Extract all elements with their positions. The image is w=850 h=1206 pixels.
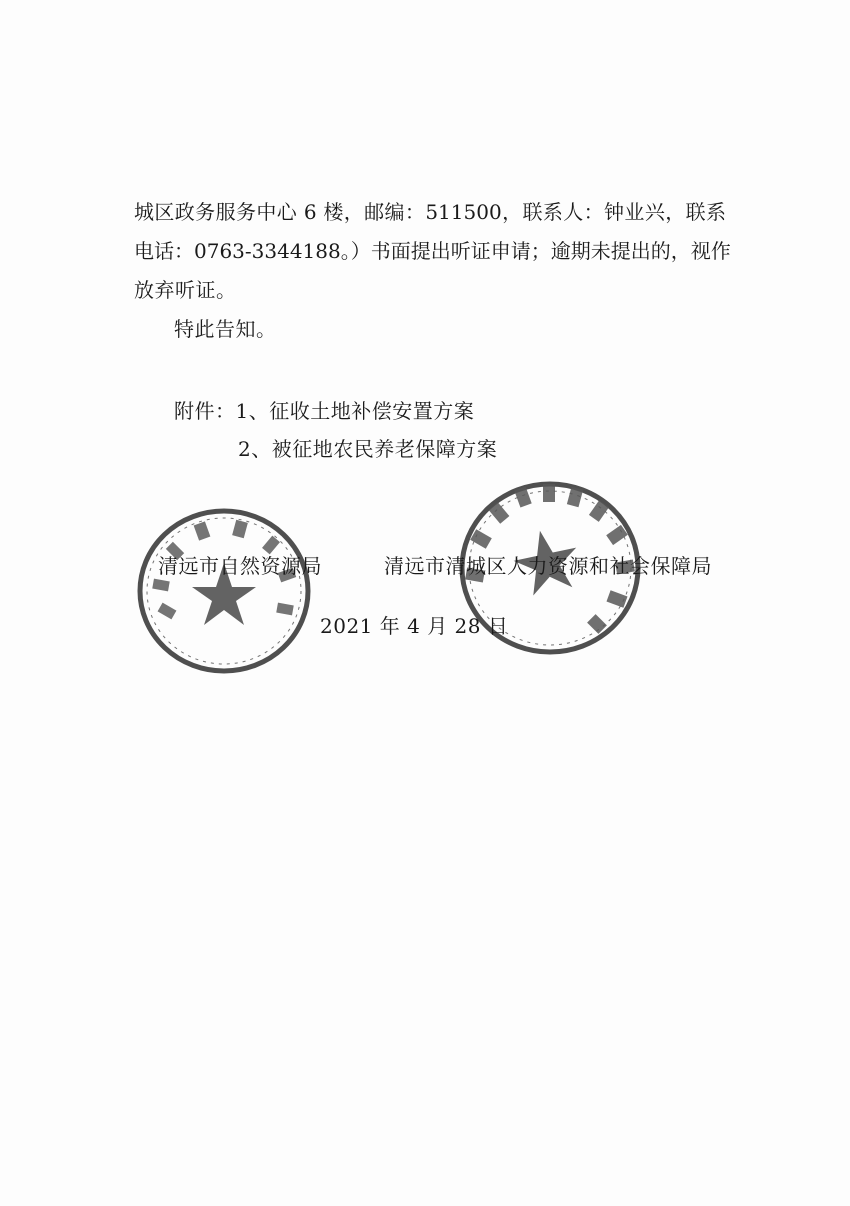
closing-line: 特此告知。 <box>174 317 277 341</box>
signature-org-2: 清远市清城区人力资源和社会保障局 <box>384 554 712 578</box>
signature-org-1: 清远市自然资源局 <box>158 554 322 578</box>
body-line-3: 放弃听证。 <box>134 278 237 302</box>
attachment-item-2: 2、被征地农民养老保障方案 <box>238 437 498 461</box>
official-seal-1 <box>134 505 314 677</box>
body-line-2: 电话：0763-3344188。）书面提出听证申请；逾期未提出的，视作 <box>134 239 731 263</box>
signature-date: 2021 年 4 月 28 日 <box>320 614 509 638</box>
seal-1-graphic <box>134 505 314 677</box>
body-line-1: 城区政务服务中心 6 楼，邮编：511500，联系人：钟业兴，联系 <box>134 200 726 224</box>
attachment-item-1: 附件：1、征收土地补偿安置方案 <box>174 399 475 423</box>
